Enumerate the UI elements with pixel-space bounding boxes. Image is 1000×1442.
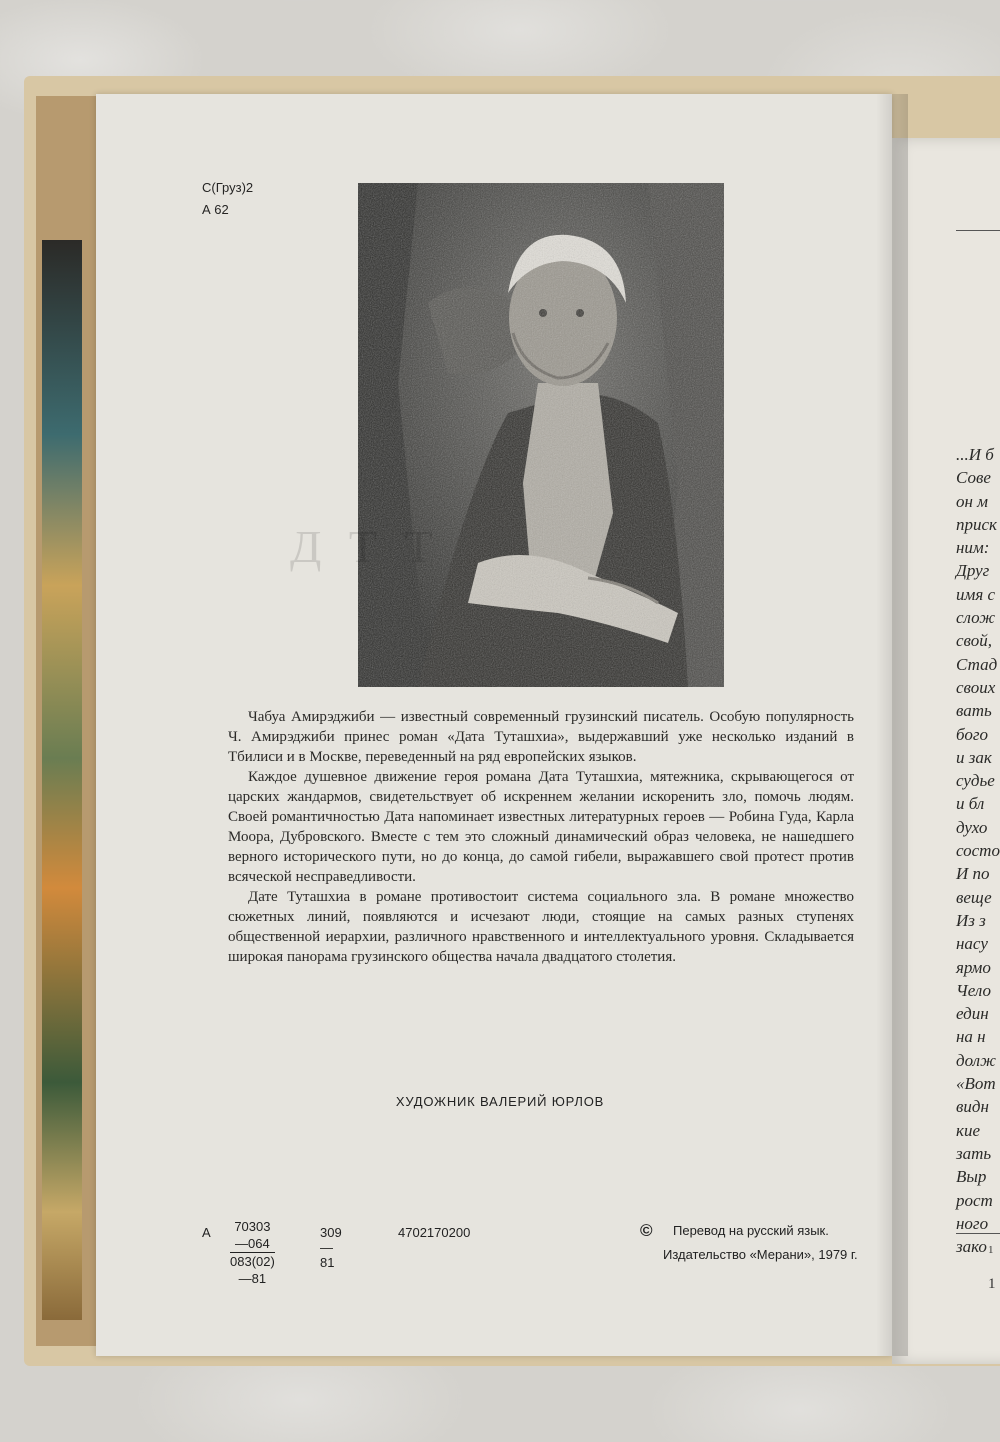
right-page-line: ного: [956, 1213, 989, 1233]
right-page-line: зако: [956, 1237, 987, 1257]
artist-credit: ХУДОЖНИК ВАЛЕРИЙ ЮРЛОВ: [395, 1094, 605, 1109]
right-page-line: на н: [956, 1027, 986, 1047]
right-page-line: кие: [956, 1120, 980, 1140]
classification-line: А 62: [202, 202, 229, 217]
right-page-line: Из з: [956, 910, 986, 930]
right-page-line: рост: [956, 1190, 993, 1210]
right-page-line: ним:: [956, 538, 990, 558]
bio-paragraph: Чабуа Амирэджиби — известный современный грузинский писатель. Особую популярность Ч. Амирэджиби принес роман «Дата Туташхиа», выдержавший уже несколько изданий в Тбилиси и в Москве, переведенный на ряд европейских языков.: [228, 709, 854, 765]
copyright-line: Издательство «Мерани», 1979 г.: [663, 1247, 858, 1262]
cover-illustration-strip: [42, 240, 82, 1320]
bibliographic-code: [202, 1219, 471, 1286]
classification-code: [202, 177, 253, 221]
right-page-line: ярмо: [956, 957, 991, 977]
bleed-through-title: Д Т Т: [290, 521, 441, 572]
right-page-line: имя с: [956, 584, 996, 604]
author-biography: [228, 707, 854, 967]
bio-paragraph: Каждое душевное движение героя романа Дата Туташхиа, мятежника, скрывающегося от царских жандармов, свидетельствует об искреннем желании искоренить зло, помочь людям. Своей романтичностью Дата напоминает известных литературных героев — Робина Гуда, Карла Моора, Дубровского. Вместе с тем это сложный динамический образ человека, не нашедшего верного исторического пути, но до конца, до самой гибели, выражавшего свой протест против всяческой несправедливости.: [228, 769, 854, 885]
right-page-line: своих: [956, 677, 996, 697]
biblio-isbn: 4702170200: [398, 1225, 471, 1240]
biblio-denominator: 083(02)—81: [230, 1254, 275, 1286]
right-page-line: и бл: [956, 794, 985, 814]
right-page-line: видн: [956, 1097, 989, 1117]
right-page-line: приск: [956, 514, 997, 534]
right-page-line: ...И б: [956, 445, 994, 464]
copyright-symbol: ©: [640, 1221, 653, 1240]
right-page-line: Стад: [956, 654, 998, 674]
right-page-line: судье: [956, 771, 995, 791]
right-page-line: «Вот: [956, 1074, 996, 1094]
copyright-line: Перевод на русский язык.: [673, 1223, 829, 1238]
right-page-line: един: [956, 1004, 989, 1024]
right-page-line: духо: [956, 817, 988, 837]
author-portrait-illustration: [358, 183, 724, 687]
right-page-line: Сове: [956, 468, 991, 488]
right-page-line: он м: [956, 491, 989, 511]
author-photo: [358, 183, 724, 687]
right-page-line: долж: [956, 1050, 996, 1070]
right-page-line: свой,: [956, 631, 992, 651]
right-page-line: Чело: [956, 980, 991, 1000]
copyright-notice: [640, 1219, 858, 1267]
right-page-line: слож: [956, 608, 996, 628]
biblio-fraction: [230, 1218, 275, 1287]
right-page-line: бого: [956, 724, 988, 744]
right-page-line: состо: [956, 841, 1000, 861]
biblio-letter: А: [202, 1225, 211, 1240]
right-page-line: и зак: [956, 747, 992, 767]
right-page-line: Выр: [956, 1167, 987, 1187]
biblio-code: 309—81: [320, 1225, 342, 1270]
classification-line: С(Груз)2: [202, 180, 254, 195]
right-page-text: [956, 443, 1000, 1258]
right-page-line: Друг: [956, 561, 990, 581]
bio-paragraph: Дате Туташхиа в романе противостоит система социального зла. В романе множество сюжетных линий, появляются и исчезают люди, стоящие на самых разных ступенях общественной иерархии, различного нравственного и интеллектуального уровня. Складывается широкая панорама грузинского общества начала двадцатого столетия.: [228, 889, 854, 965]
right-page-footnote: 1: [988, 1244, 994, 1256]
right-page-line: веще: [956, 887, 992, 907]
page-gutter: [876, 94, 908, 1356]
biblio-numerator: 70303—064: [230, 1218, 275, 1253]
right-page-line: И по: [956, 864, 990, 884]
right-page-line: зать: [956, 1143, 992, 1163]
right-page-number: 1: [988, 1276, 996, 1292]
right-page-rule: [956, 230, 1000, 231]
right-page-footnote-rule: [956, 1233, 1000, 1234]
right-page-line: насу: [956, 934, 988, 954]
right-page-line: вать: [956, 701, 992, 721]
